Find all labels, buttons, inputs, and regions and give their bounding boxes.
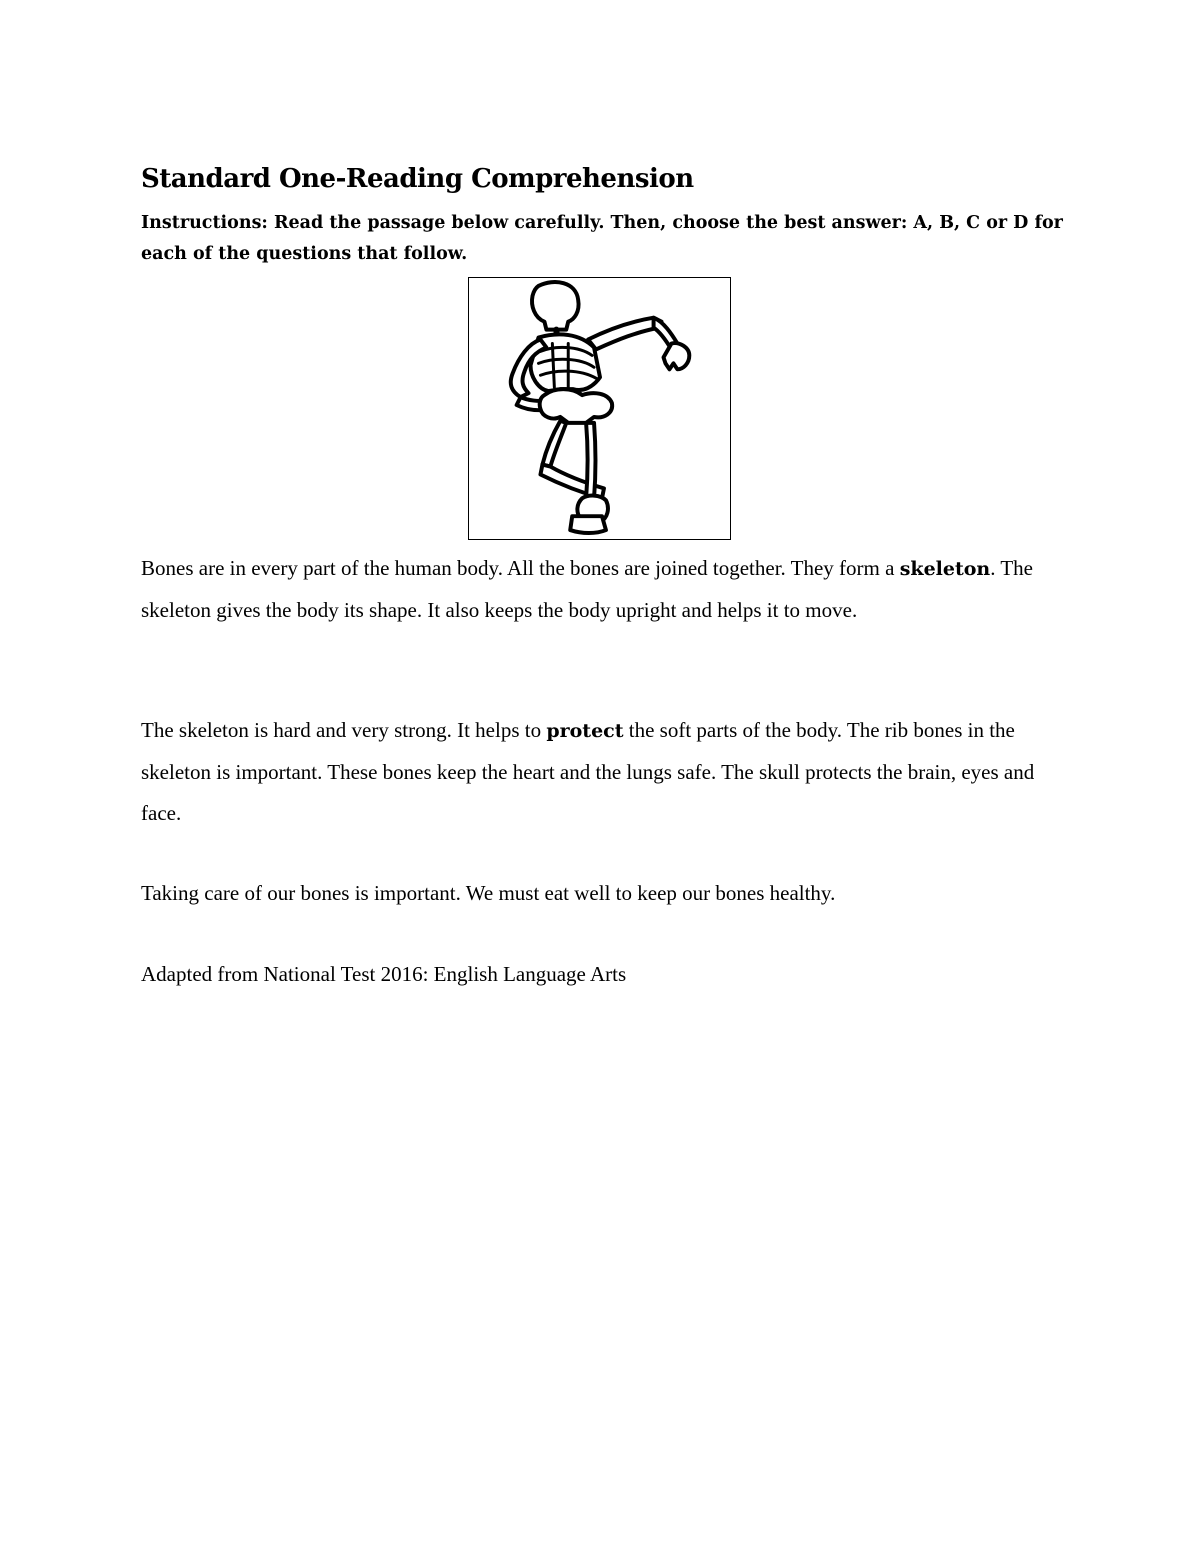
keyword-protect: protect [546,720,624,742]
keyword-skeleton: skeleton [899,558,991,580]
passage-paragraph-1: Bones are in every part of the human body. All the bones are joined together. They form a skeleton. The skeleton gives the body its shape. It also keeps the body upright and helps it to move. [141,556,1034,622]
source-citation: Adapted from National Test 2016: English Language Arts [141,962,627,986]
skeleton-icon [469,278,730,539]
passage-paragraph-3: Taking care of our bones is important. We must eat well to keep our bones healthy. [141,881,836,905]
passage-paragraph-2: The skeleton is hard and very strong. It helps to protect the soft parts of the body. The rib bones in the skeleton is important. These bones keep the heart and the lungs safe. The skull protects the brain, eyes and face. [141,718,1035,825]
skeleton-figure [468,277,731,540]
instructions-text: Instructions: Read the passage below carefully. Then, choose the best answer: A, B, C or D for each of the questions that follow. [141,213,1063,264]
page-title: Standard One-Reading Comprehension [141,164,694,194]
